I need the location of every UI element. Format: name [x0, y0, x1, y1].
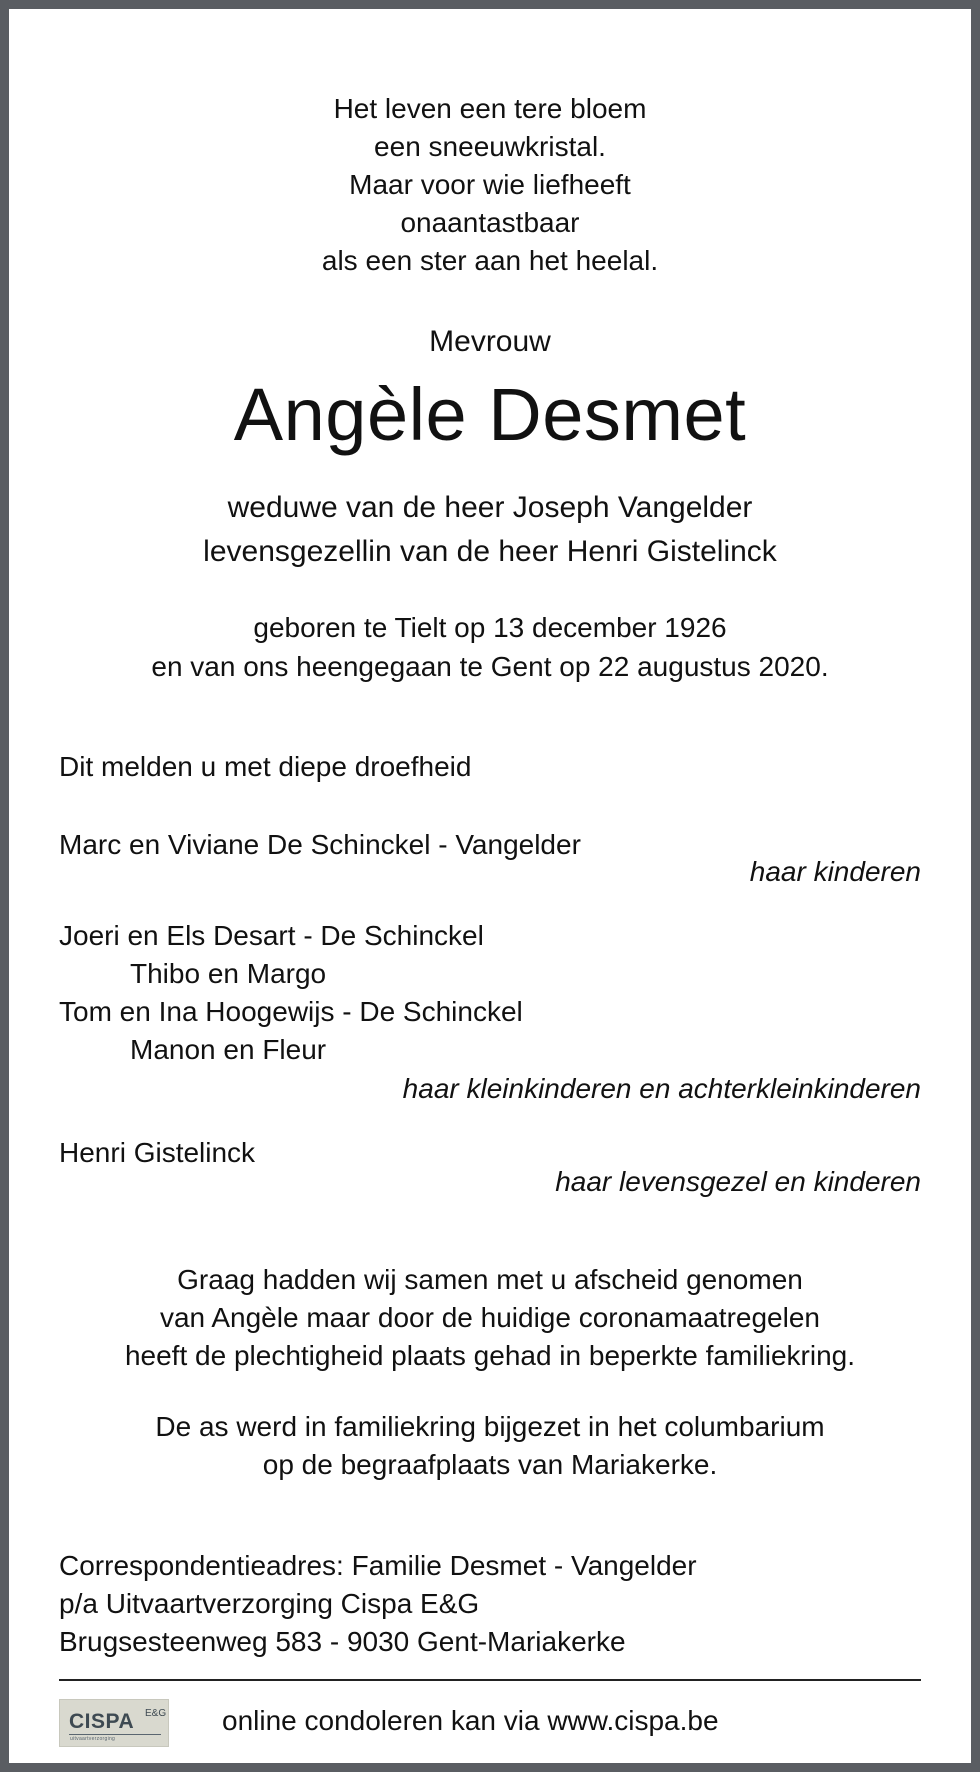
birth-line: geboren te Tielt op 13 december 1926 [253, 612, 727, 643]
burial-line: De as werd in familiekring bijgezet in het columbarium [155, 1411, 825, 1442]
death-line: en van ons heengegaan te Gent op 22 augustus 2020. [151, 651, 829, 682]
deceased-name: Angèle Desmet [233, 373, 747, 456]
poem-line: als een ster aan het heelal. [321, 245, 659, 276]
grandchildren-line: Joeri en Els Desart - De Schinckel [59, 920, 484, 951]
announcement: Dit melden u met diepe droefheid [59, 751, 472, 782]
logo-subtitle: uitvaartverzorging [70, 1736, 116, 1742]
farewell-line: heeft de plechtigheid plaats gehad in beperkte familiekring. [124, 1340, 856, 1371]
online-condolence-text: online condoleren kan via www.cispa.be [222, 1705, 719, 1736]
relation-partner: levensgezellin van de heer Henri Gistelinck [203, 535, 777, 568]
salutation: Mevrouw [429, 325, 551, 358]
poem-line: onaantastbaar [400, 207, 580, 238]
poem-line: een sneeuwkristal. [374, 131, 606, 162]
cispa-logo [59, 1699, 169, 1747]
poem-line: Het leven een tere bloem [333, 93, 647, 124]
partner-name: Henri Gistelinck [59, 1137, 256, 1168]
logo-wordmark: CISPA [69, 1710, 135, 1733]
correspondence-line: Correspondentieadres: Familie Desmet - Vangelder [59, 1550, 697, 1581]
great-grandchildren-line: Thibo en Margo [130, 958, 327, 989]
logo-underline [69, 1734, 161, 1735]
great-grandchildren-line: Manon en Fleur [130, 1034, 327, 1065]
logo-superscript: E&G [145, 1708, 167, 1719]
correspondence-line: Brugsesteenweg 583 - 9030 Gent-Mariakerke [59, 1626, 626, 1657]
grandchildren-role: haar kleinkinderen en achterkleinkinderen [402, 1073, 921, 1104]
farewell-line: Graag hadden wij samen met u afscheid genomen [177, 1264, 803, 1295]
children-role: haar kinderen [749, 856, 921, 887]
footer-divider [59, 1679, 921, 1681]
burial-line: op de begraafplaats van Mariakerke. [262, 1449, 718, 1480]
children-names: Marc en Viviane De Schinckel - Vangelder [59, 829, 581, 860]
partner-role: haar levensgezel en kinderen [555, 1166, 921, 1197]
poem [0, 90, 980, 280]
relation-widow: weduwe van de heer Joseph Vangelder [227, 491, 753, 524]
poem-line: Maar voor wie liefheeft [349, 169, 631, 200]
grandchildren-line: Tom en Ina Hoogewijs - De Schinckel [59, 996, 523, 1027]
farewell-line: van Angèle maar door de huidige coronamaatregelen [159, 1302, 820, 1333]
correspondence-line: p/a Uitvaartverzorging Cispa E&G [59, 1588, 480, 1619]
